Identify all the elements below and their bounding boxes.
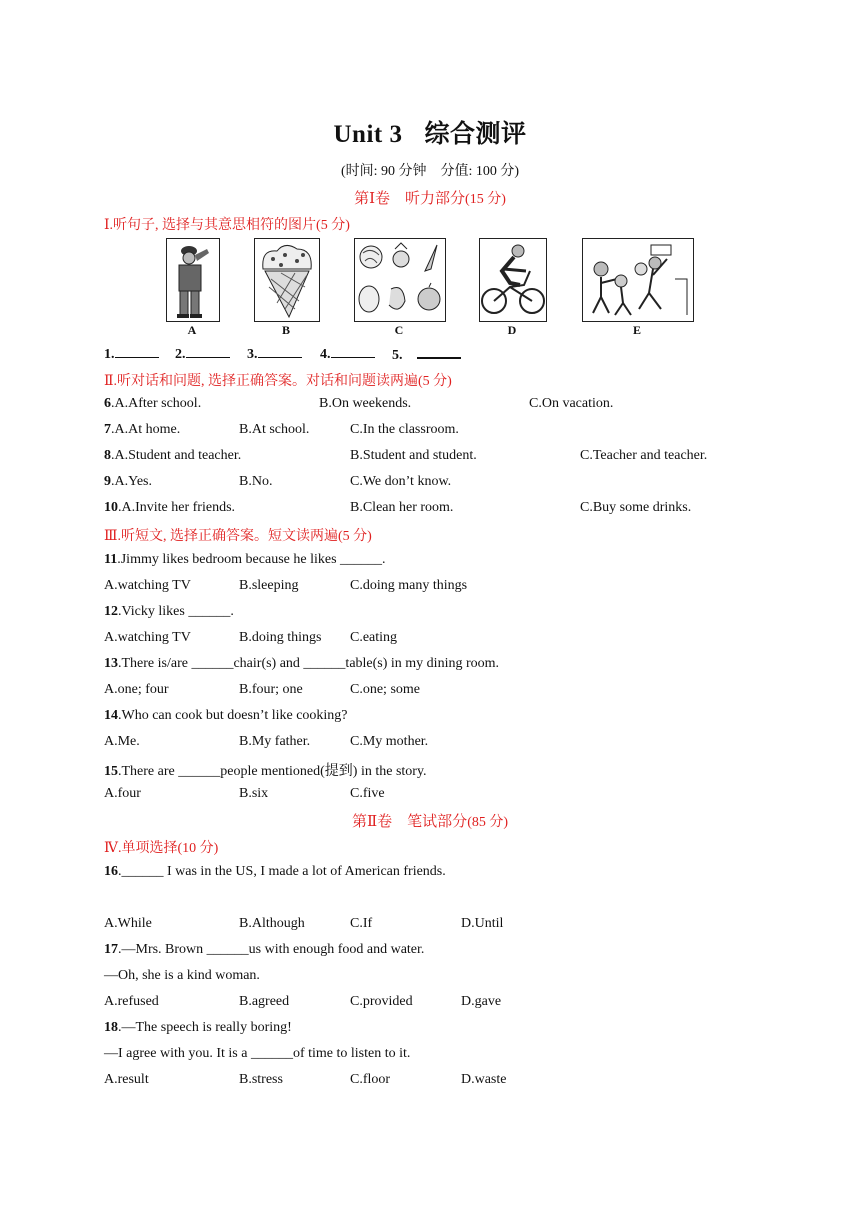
option-c[interactable]: C.doing many things [350, 578, 468, 593]
section-one-heading: Ⅰ.听句子, 选择与其意思相符的图片(5 分) [104, 218, 350, 233]
unit-label: Unit 3 [333, 121, 403, 148]
picture-d [479, 238, 547, 322]
cyclist-icon [480, 239, 546, 321]
option-b[interactable]: B.Although [239, 916, 305, 931]
option-a[interactable]: A.result [104, 1072, 149, 1087]
option-d[interactable]: D.gave [461, 994, 502, 1009]
option-a[interactable]: A.Me. [104, 734, 140, 749]
option-b[interactable]: B.Clean her room. [350, 500, 454, 515]
question-12-stem: 12.Vicky likes ______. [104, 604, 234, 619]
option-a[interactable]: A.four [104, 786, 141, 801]
option-a[interactable]: A.While [104, 916, 152, 931]
option-c[interactable]: C.one; some [350, 682, 420, 697]
option-b[interactable]: B.doing things [239, 630, 322, 645]
question-16-options [104, 916, 754, 932]
option-c[interactable]: C.In the classroom. [350, 422, 459, 437]
option-a[interactable]: .A.Yes. [111, 474, 152, 489]
kids-playing-ball-icon [583, 239, 693, 321]
question-18-reply: —I agree with you. It is a ______of time to listen to it. [104, 1046, 411, 1061]
time-score-info: (时间: 90 分钟 分值: 100 分) [340, 164, 520, 179]
question-14-options [104, 734, 754, 750]
question-15-stem: 15.There are ______people mentioned(提到) in the story. [104, 764, 427, 779]
option-c[interactable]: C.eating [350, 630, 398, 645]
question-14-stem: 14.Who can cook but doesn’t like cooking? [104, 708, 348, 723]
option-c[interactable]: C.My mother. [350, 734, 429, 749]
vegetables-icon [355, 239, 445, 321]
option-a[interactable]: A.one; four [104, 682, 169, 697]
option-d[interactable]: D.Until [461, 916, 504, 931]
option-d[interactable]: D.waste [461, 1072, 507, 1087]
soldier-salute-icon [167, 239, 219, 321]
option-c[interactable]: C.Buy some drinks. [580, 500, 692, 515]
question-16-stem: 16.______ I was in the US, I made a lot of American friends. [104, 864, 446, 879]
option-a[interactable]: A.watching TV [104, 630, 191, 645]
blank-1[interactable]: 1. [104, 345, 159, 363]
question-13-options [104, 682, 754, 698]
question-18-stem: 18.—The speech is really boring! [104, 1020, 292, 1035]
option-b[interactable]: B.At school. [239, 422, 310, 437]
question-6: 6.A.After school. B.On weekends. C.On vacation. [104, 396, 614, 411]
blank-3[interactable]: 3. [247, 345, 302, 363]
picture-b [254, 238, 320, 322]
part-two-label: 第Ⅱ卷 笔试部分 [351, 814, 468, 830]
blank-5[interactable]: 5. [392, 345, 461, 364]
ice-cream-icon [255, 239, 319, 321]
section-two-heading: Ⅱ.听对话和问题, 选择正确答案。对话和问题读两遍(5 分) [104, 374, 452, 389]
question-13-stem: 13.There is/are ______chair(s) and ______table(s) in my dining room. [104, 656, 500, 671]
question-11-stem: 11.Jimmy likes bedroom because he likes ______. [104, 552, 386, 567]
part-one-score: (15 分) [465, 192, 506, 207]
option-c[interactable]: C.We don’t know. [350, 474, 452, 489]
option-c[interactable]: C.floor [350, 1072, 391, 1087]
picture-label-a: A [187, 323, 197, 337]
option-a[interactable]: .A.After school. [111, 396, 202, 411]
picture-a [166, 238, 220, 322]
question-12-options [104, 630, 754, 646]
option-b[interactable]: B.agreed [239, 994, 290, 1009]
option-a[interactable]: .A.Invite her friends. [118, 500, 236, 515]
option-c[interactable]: C.On vacation. [529, 396, 614, 411]
question-15-options [104, 786, 754, 802]
page-title [0, 114, 860, 150]
option-b[interactable]: B.My father. [239, 734, 311, 749]
picture-label-e: E [632, 323, 641, 337]
question-10: 10.A.Invite her friends. B.Clean her room. C.Buy some drinks. [104, 500, 692, 515]
picture-label-c: C [394, 323, 404, 337]
question-9: 9.A.Yes. B.No. C.We don’t know. [104, 474, 452, 489]
part-one-label: 第Ⅰ卷 听力部分 [354, 191, 466, 207]
option-a[interactable]: .A.At home. [111, 422, 181, 437]
option-c[interactable]: C.If [350, 916, 373, 931]
question-17-stem: 17.—Mrs. Brown ______us with enough food and water. [104, 942, 425, 957]
question-17-options [104, 994, 754, 1010]
option-b[interactable]: B.stress [239, 1072, 283, 1087]
option-b[interactable]: B.sleeping [239, 578, 299, 593]
picture-label-b: B [281, 323, 290, 337]
picture-label-d: D [507, 323, 517, 337]
question-7: 7.A.At home. B.At school. C.In the classroom. [104, 422, 459, 437]
blank-2[interactable]: 2. [175, 345, 230, 363]
unit-name: 综合测评 [424, 121, 527, 148]
blank-4[interactable]: 4. [320, 345, 375, 363]
picture-e [582, 238, 694, 322]
question-18-options [104, 1072, 754, 1088]
question-11-options [104, 578, 754, 594]
option-a[interactable]: A.refused [104, 994, 159, 1009]
option-a[interactable]: A.watching TV [104, 578, 191, 593]
option-b[interactable]: B.On weekends. [319, 396, 412, 411]
part-one-heading [0, 187, 860, 208]
question-8: 8.A.Student and teacher. B.Student and student. C.Teacher and teacher. [104, 448, 708, 463]
part-two-score: (85 分) [467, 815, 509, 830]
option-b[interactable]: B.No. [239, 474, 273, 489]
question-17-reply: —Oh, she is a kind woman. [104, 968, 260, 983]
option-b[interactable]: B.six [239, 786, 269, 801]
option-c[interactable]: C.Teacher and teacher. [580, 448, 708, 463]
option-c[interactable]: C.five [350, 786, 385, 801]
section-three-heading: Ⅲ.听短文, 选择正确答案。短文读两遍(5 分) [104, 529, 372, 544]
part-two-heading [0, 810, 860, 831]
option-c[interactable]: C.provided [350, 994, 413, 1009]
picture-c [354, 238, 446, 322]
section-four-heading: Ⅳ.单项选择(10 分) [104, 841, 219, 856]
option-b[interactable]: B.Student and student. [350, 448, 477, 463]
option-a[interactable]: .A.Student and teacher. [111, 448, 242, 463]
option-b[interactable]: B.four; one [239, 682, 303, 697]
